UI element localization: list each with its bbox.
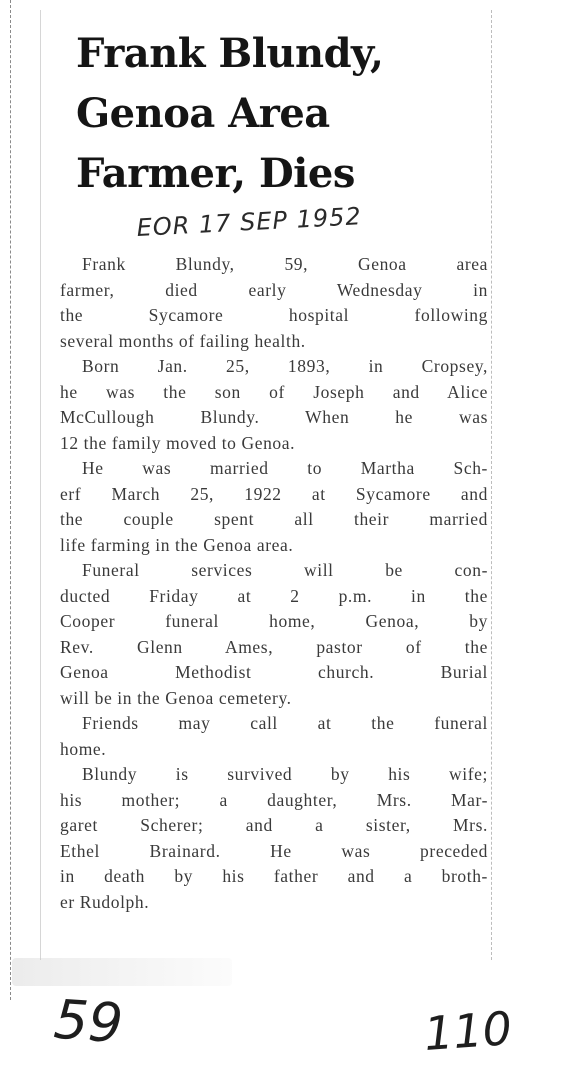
text-line: Funeral services will be con- bbox=[82, 560, 488, 580]
text-line: Genoa Methodist church. Burial bbox=[60, 662, 488, 682]
text-line: He was married to Martha Sch- bbox=[82, 458, 488, 478]
text-line: farmer, died early Wednesday in bbox=[60, 279, 488, 300]
handwritten-date: EOR 17 SEP 1952 bbox=[136, 202, 363, 242]
headline-line: Genoa Area bbox=[76, 90, 330, 137]
paragraph-5 bbox=[60, 711, 488, 762]
paragraph-4 bbox=[60, 558, 488, 711]
text-line: garet Scherer; and a sister, Mrs. bbox=[60, 815, 488, 835]
text-line: he was the son of Joseph and Alice bbox=[60, 381, 488, 402]
scan-edge-line bbox=[10, 0, 11, 1000]
text-line: Born Jan. 25, 1893, in Cropsey, bbox=[82, 356, 488, 376]
text-line: erf March 25, 1922 at Sycamore and bbox=[60, 483, 488, 504]
text-line: Rev. Glenn Ames, pastor of the bbox=[60, 636, 488, 657]
text-line: Friends may call at the funeral bbox=[82, 713, 488, 733]
headline bbox=[76, 24, 496, 204]
text-line: ducted Friday at 2 p.m. in the bbox=[60, 585, 488, 606]
text-line: home. bbox=[60, 738, 107, 759]
paragraph-3 bbox=[60, 456, 488, 558]
headline-line: Frank Blundy, bbox=[76, 30, 384, 77]
paragraph-2 bbox=[60, 354, 488, 456]
handwritten-page-number-right: 110 bbox=[422, 1001, 514, 1061]
text-line: Cooper funeral home, Genoa, by bbox=[60, 611, 488, 631]
text-line: will be in the Genoa cemetery. bbox=[60, 687, 292, 708]
text-line: McCullough Blundy. When he was bbox=[60, 407, 488, 427]
headline-line: Farmer, Dies bbox=[76, 150, 355, 197]
text-line: Ethel Brainard. He was preceded bbox=[60, 840, 488, 861]
text-line: 12 the family moved to Genoa. bbox=[60, 432, 296, 453]
text-line: Blundy is survived by his wife; bbox=[82, 764, 488, 784]
text-line: life farming in the Genoa area. bbox=[60, 534, 294, 555]
text-line: the couple spent all their married bbox=[60, 509, 488, 529]
handwritten-page-number-left: 59 bbox=[51, 987, 125, 1056]
article-body bbox=[60, 252, 488, 915]
paragraph-6 bbox=[60, 762, 488, 915]
text-line: er Rudolph. bbox=[60, 891, 150, 912]
text-line: the Sycamore hospital following bbox=[60, 305, 488, 325]
text-line: several months of failing health. bbox=[60, 330, 306, 351]
text-line: in death by his father and a broth- bbox=[60, 866, 488, 886]
paragraph-1 bbox=[60, 252, 488, 354]
text-line: Frank Blundy, 59, Genoa area bbox=[82, 254, 488, 274]
scan-smudge bbox=[12, 958, 232, 986]
text-line: his mother; a daughter, Mrs. Mar- bbox=[60, 789, 488, 810]
